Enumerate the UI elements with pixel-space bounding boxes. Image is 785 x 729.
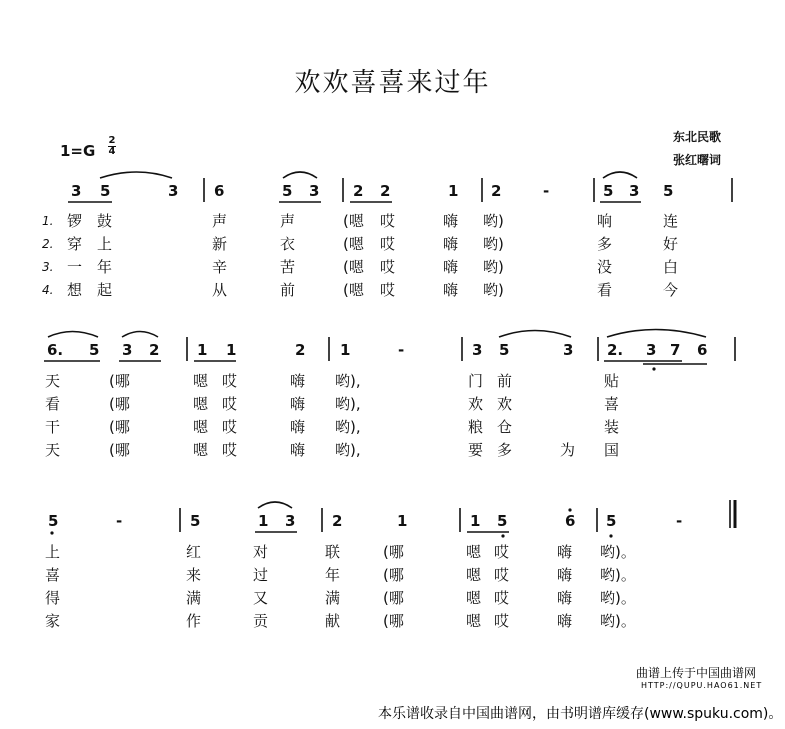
lyric: 天: [45, 372, 61, 390]
verse-number: 1.: [42, 214, 54, 228]
time-signature-bottom: 4: [108, 146, 116, 157]
lyric: 国: [604, 441, 620, 459]
lyric: 嗨: [443, 212, 459, 230]
lyric: 多: [597, 235, 613, 253]
verse-number: 4.: [42, 283, 54, 297]
lyric: 衣: [280, 235, 296, 253]
lyric: 上: [45, 543, 61, 561]
note: 1: [226, 341, 237, 359]
verse-number: 3.: [42, 260, 54, 274]
lyric: 鼓: [97, 212, 113, 230]
lyric: 一: [67, 258, 83, 276]
lyric: 仓: [497, 418, 513, 436]
lyric: 要: [468, 441, 484, 459]
note: 3: [71, 182, 82, 200]
lyric: 喜: [604, 395, 620, 413]
lyric: 哎: [380, 258, 396, 276]
lyric: 干: [45, 418, 61, 436]
lyric: 满: [186, 589, 202, 607]
note: 5: [282, 182, 293, 200]
lyric: 今: [663, 281, 679, 299]
lyric: 欢: [468, 395, 484, 413]
lyric: 嗨: [290, 441, 306, 459]
lyric: (嗯: [343, 212, 364, 230]
lyric: 嗨: [443, 281, 459, 299]
lyric: 声: [280, 212, 296, 230]
lyric: 响: [597, 212, 613, 230]
lyric: 前: [280, 281, 296, 299]
lyric: 嗨: [290, 418, 306, 436]
note: 5: [89, 341, 100, 359]
lyric: 哎: [380, 212, 396, 230]
lyric: 辛: [212, 258, 228, 276]
lyric: (哪: [383, 566, 404, 584]
lyric: 哟),: [335, 395, 361, 413]
lyric: 嗯: [466, 589, 482, 607]
lyric: (哪: [383, 612, 404, 630]
lyric: 嗯: [466, 566, 482, 584]
lyric: 哎: [494, 543, 510, 561]
lyric: (哪: [383, 543, 404, 561]
note: 2: [149, 341, 160, 359]
lyric: 嗯: [466, 612, 482, 630]
lyric: 作: [186, 612, 202, 630]
note: 1: [448, 182, 459, 200]
lyric: 来: [186, 566, 202, 584]
note: 1: [397, 512, 408, 530]
note: 3: [629, 182, 640, 200]
note: 6: [697, 341, 708, 359]
note: 6.: [47, 341, 64, 359]
dash: -: [543, 182, 550, 200]
note: 5: [190, 512, 201, 530]
lyric: 对: [253, 543, 269, 561]
footer-url: HTTP://QUPU.HAO61.NET: [641, 681, 763, 690]
score-title: 欢欢喜喜来过年: [294, 68, 491, 98]
lyric: 苦: [280, 258, 296, 276]
note: 1: [470, 512, 481, 530]
lyric: 献: [325, 612, 341, 630]
note: 3: [563, 341, 574, 359]
lyric: (嗯: [343, 235, 364, 253]
note: 5: [48, 512, 59, 530]
lyric: 哟)。: [600, 543, 636, 561]
note: 6: [214, 182, 225, 200]
lyric: 嗨: [557, 566, 573, 584]
lyric: 嗨: [290, 372, 306, 390]
note: 5: [499, 341, 510, 359]
lyric: (嗯: [343, 281, 364, 299]
lyric: 哟),: [335, 372, 361, 390]
lyric: 哎: [494, 589, 510, 607]
lyric: (哪: [109, 372, 130, 390]
note: 1: [340, 341, 351, 359]
lyric: 嗨: [557, 543, 573, 561]
lyric: 哎: [222, 395, 238, 413]
lyric: 嗨: [443, 235, 459, 253]
note: 2: [491, 182, 502, 200]
note: 5: [497, 512, 508, 530]
note: 2: [353, 182, 364, 200]
lyric: 哟): [483, 212, 504, 230]
note: 5: [663, 182, 674, 200]
lyric: 联: [325, 543, 341, 561]
lyric: 新: [212, 235, 228, 253]
note: 5: [603, 182, 614, 200]
lyric: 嗯: [193, 395, 209, 413]
lyric: 又: [253, 589, 269, 607]
lyric: 贡: [253, 612, 269, 630]
lyric: 多: [497, 441, 513, 459]
dash: -: [398, 341, 405, 359]
lyric: 哟): [483, 258, 504, 276]
lyric: 穿: [67, 235, 83, 253]
lyric: 喜: [45, 566, 61, 584]
lyric: 欢: [497, 395, 513, 413]
lyric: 好: [663, 235, 679, 253]
lyric: 哎: [380, 281, 396, 299]
lyric: 前: [497, 372, 513, 390]
lyric: 得: [45, 589, 61, 607]
lyric: 年: [325, 566, 341, 584]
lyric: 起: [97, 281, 113, 299]
lyric: 哎: [494, 612, 510, 630]
lyric: 哟)。: [600, 589, 636, 607]
lyric: 天: [45, 441, 61, 459]
note: 2.: [607, 341, 624, 359]
lyric: 家: [45, 612, 61, 630]
lyric: 满: [325, 589, 341, 607]
note: 7: [670, 341, 681, 359]
lyric: 哎: [222, 418, 238, 436]
lyric: (哪: [109, 395, 130, 413]
verse-number: 2.: [42, 237, 54, 251]
key-signature: 1=G: [60, 142, 96, 160]
lyric: 从: [212, 281, 228, 299]
dash: -: [676, 512, 683, 530]
note: 3: [285, 512, 296, 530]
lyric: 看: [597, 281, 613, 299]
note: 2: [295, 341, 306, 359]
lyric: 哎: [222, 372, 238, 390]
lyric: 门: [468, 372, 484, 390]
lyric: 嗨: [557, 612, 573, 630]
lyric: 为: [560, 441, 576, 459]
lyric: 哎: [494, 566, 510, 584]
note: 3: [472, 341, 483, 359]
lyric: 声: [212, 212, 228, 230]
note: 5: [606, 512, 617, 530]
time-signature-top: 2: [108, 135, 116, 146]
dash: -: [116, 512, 123, 530]
lyric: 哎: [222, 441, 238, 459]
note: 3: [309, 182, 320, 200]
lyric: 上: [97, 235, 113, 253]
lyric: 想: [67, 281, 83, 299]
note: 6: [565, 512, 576, 530]
lyric: (嗯: [343, 258, 364, 276]
lyric: 嗯: [193, 372, 209, 390]
lyric: 没: [597, 258, 613, 276]
lyric: 贴: [604, 372, 620, 390]
lyric: 红: [186, 543, 202, 561]
lyric: 哟)。: [600, 566, 636, 584]
lyric: 哟)。: [600, 612, 636, 630]
lyric: 锣: [67, 212, 83, 230]
lyric: 嗨: [443, 258, 459, 276]
note: 5: [100, 182, 111, 200]
lyric: 嗯: [193, 441, 209, 459]
note: 1: [258, 512, 269, 530]
lyric: 嗨: [557, 589, 573, 607]
lyric: 装: [604, 418, 620, 436]
lyric: 哟): [483, 281, 504, 299]
lyric: 嗯: [193, 418, 209, 436]
note: 2: [332, 512, 343, 530]
lyric: 哎: [380, 235, 396, 253]
lyric: 连: [663, 212, 679, 230]
note: 1: [197, 341, 208, 359]
lyric: 哟): [483, 235, 504, 253]
lyric: (哪: [109, 418, 130, 436]
note: 3: [646, 341, 657, 359]
lyric: 年: [97, 258, 113, 276]
lyric: 白: [663, 258, 679, 276]
note: 3: [122, 341, 133, 359]
note: 2: [380, 182, 391, 200]
footer-upload-text: 曲谱上传于中国曲谱网: [636, 666, 757, 680]
lyric: 看: [45, 395, 61, 413]
lyric: 哟),: [335, 441, 361, 459]
lyric: 粮: [468, 418, 484, 436]
lyric: (哪: [383, 589, 404, 607]
footer-note: 本乐谱收录自中国曲谱网，由书明谱库缓存(www.spuku.com)。: [378, 706, 783, 722]
credit-origin: 东北民歌: [673, 130, 722, 144]
lyric: 哟),: [335, 418, 361, 436]
note: 3: [168, 182, 179, 200]
credit-lyricist: 张红曙词: [673, 153, 722, 167]
lyric: (哪: [109, 441, 130, 459]
lyric: 过: [253, 566, 269, 584]
lyric: 嗨: [290, 395, 306, 413]
lyric: 嗯: [466, 543, 482, 561]
